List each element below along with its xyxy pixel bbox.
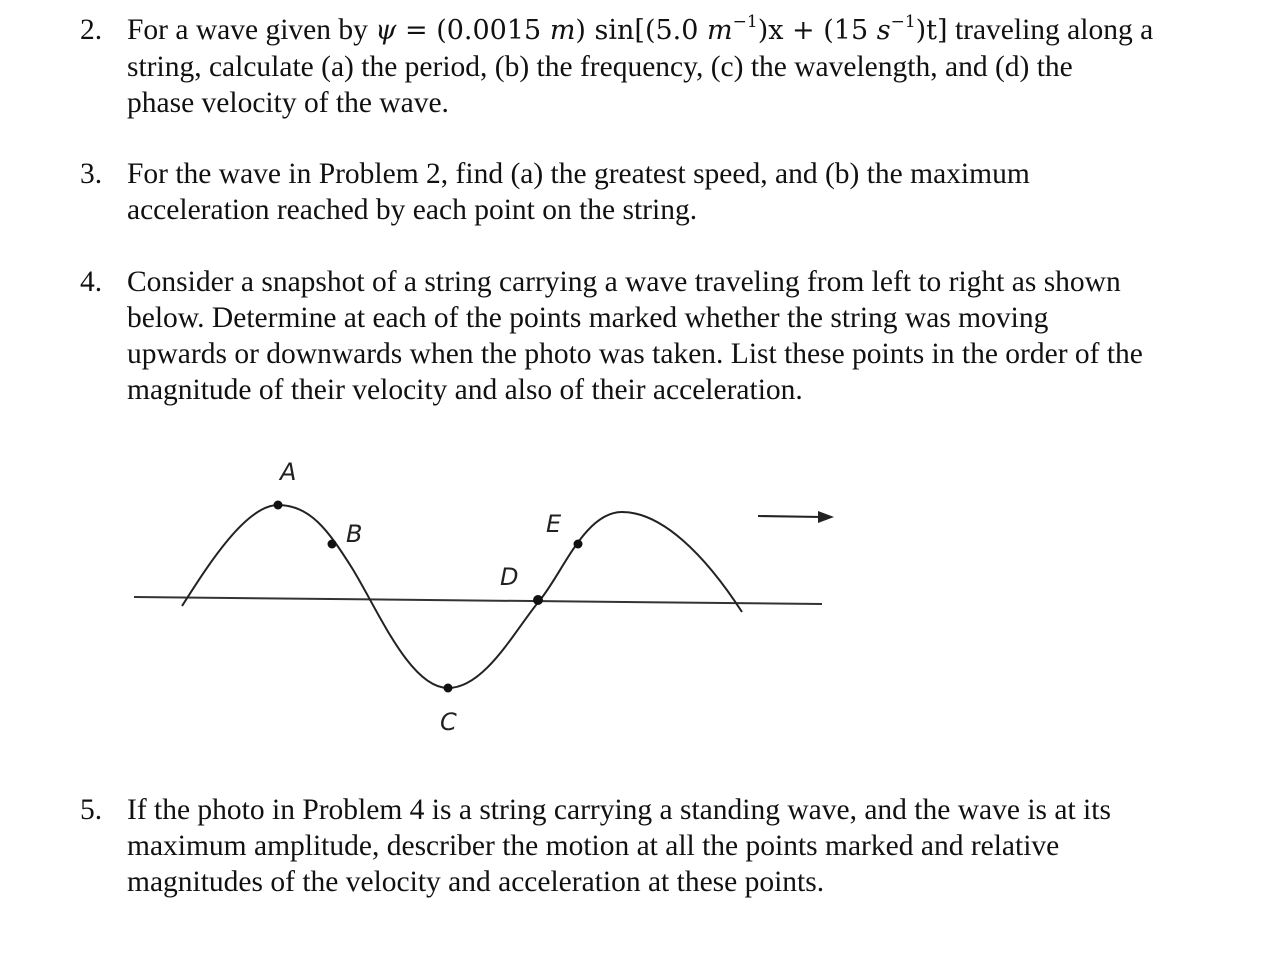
label-b: B	[346, 520, 363, 548]
problem-4-line-2: below. Determine at each of the points marked whether the string was moving	[127, 302, 1049, 334]
math-run: s	[876, 15, 891, 46]
math-run: ) sin[(5.0	[575, 15, 708, 46]
problem-5-line-1: If the photo in Problem 4 is a string carrying a standing wave, and the wave is at its	[127, 794, 1111, 826]
point-e	[574, 540, 583, 549]
problem-4-line-4: magnitude of their velocity and also of their acceleration.	[127, 374, 803, 406]
wave-curve	[182, 505, 742, 688]
label-a: A	[280, 458, 297, 486]
problem-3-line-2: acceleration reached by each point on the string.	[127, 194, 698, 226]
label-c: C	[440, 708, 457, 736]
problem-4-line-3: upwards or downwards when the photo was taken. List these points in the order of the	[127, 338, 1143, 370]
point-d	[533, 595, 543, 605]
exponent: −1	[890, 12, 916, 32]
problem-5-line-2: maximum amplitude, describer the motion at all the points marked and relative	[127, 830, 1060, 862]
problem-number: 4.	[80, 266, 103, 298]
problem-3-line-1: For the wave in Problem 2, find (a) the greatest speed, and (b) the maximum	[127, 158, 1030, 190]
direction-arrow	[758, 511, 834, 523]
math-run: = (0.0015	[396, 15, 550, 46]
math-run: )t]	[915, 15, 948, 46]
math-run: m	[549, 15, 576, 46]
point-c	[444, 684, 453, 693]
text-run: For a wave given by	[127, 14, 376, 46]
math-run: m	[707, 15, 733, 46]
problem-5	[80, 792, 1220, 900]
point-a	[274, 501, 283, 510]
problem-2-line-2: string, calculate (a) the period, (b) the frequency, (c) the wavelength, and (d) the	[127, 51, 1073, 83]
psi-symbol: ψ	[375, 15, 397, 46]
text-run: traveling along a	[947, 14, 1154, 46]
problem-2-line-3: phase velocity of the wave.	[127, 87, 449, 119]
equilibrium-line	[134, 597, 822, 604]
problem-4-line-1: Consider a snapshot of a string carrying a wave traveling from left to right as shown	[127, 266, 1121, 298]
label-d: D	[500, 563, 519, 591]
math-run: )x + (15	[757, 15, 877, 46]
label-e: E	[546, 510, 562, 538]
exponent: −1	[732, 12, 758, 32]
problem-number: 3.	[80, 158, 103, 190]
problem-number: 5.	[80, 794, 103, 826]
point-b	[328, 540, 337, 549]
problem-5-line-3: magnitudes of the velocity and acceleration at these points.	[127, 866, 825, 898]
problem-number: 2.	[80, 14, 103, 46]
